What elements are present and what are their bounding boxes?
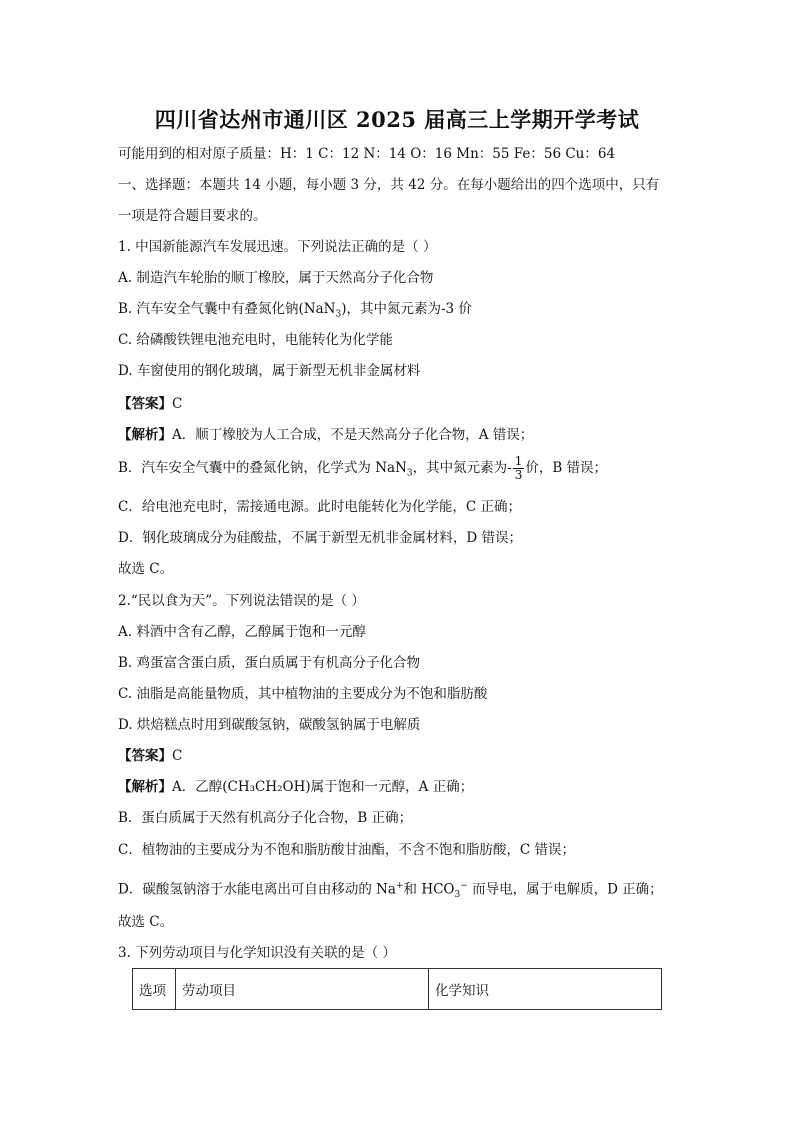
q2-analysis-tag: 【解析】 xyxy=(118,779,172,795)
q1-option-b-sub: 3 xyxy=(335,309,342,320)
section-instructions-line1: 一、选择题：本题共 14 小题，每小题 3 分，共 42 分。在每小题给出的四个选项中，只有 xyxy=(118,177,660,193)
q1-analysis-b xyxy=(118,455,607,484)
q2-analysis-a xyxy=(118,777,473,797)
q2-option-d: D. 烘焙糕点时用到碳酸氢钠，碳酸氢钠属于电解质 xyxy=(118,717,421,733)
q1-stem: 1. 中国新能源汽车发展迅速。下列说法正确的是（ ） xyxy=(118,239,437,255)
q1-option-c: C. 给磷酸铁锂电池充电时，电能转化为化学能 xyxy=(118,332,393,348)
q1-option-b xyxy=(118,299,472,325)
q2-analysis-a-text: A．乙醇(CH₃CH₂OH)属于饱和一元醇，A 正确； xyxy=(172,779,474,795)
q2-analysis-d-and: 和 HCO xyxy=(403,881,455,898)
table-header-cell: 化学知识 xyxy=(429,969,662,1010)
q1-analysis-b-mid: ，其中氮元素为- xyxy=(412,460,512,476)
q3-table xyxy=(132,968,662,1010)
table-header-cell: 选项 xyxy=(133,969,176,1010)
fraction-numerator: 1 xyxy=(514,454,523,468)
q1-option-a: A. 制造汽车轮胎的顺丁橡胶，属于天然高分子化合物 xyxy=(118,270,434,286)
q1-analysis-b-post: 价，B 错误； xyxy=(525,460,608,476)
q1-option-b-pre: B. 汽车安全气囊中有叠氮化钠(NaN xyxy=(118,301,336,317)
q1-analysis-c: C．给电池充电时，需接通电源。此时电能转化为化学能，C 正确； xyxy=(118,499,521,515)
page-title: 四川省达州市通川区 2025 届高三上学期开学考试 xyxy=(154,107,640,132)
q2-analysis-d-post: 而导电，属于电解质，D 正确； xyxy=(467,881,663,898)
q1-analysis-b-pre: B．汽车安全气囊中的叠氮化钠，化学式为 NaN xyxy=(118,460,407,476)
q1-answer-tag: 【答案】 xyxy=(118,396,172,412)
q2-option-c: C. 油脂是高能量物质，其中植物油的主要成分为不饱和脂肪酸 xyxy=(118,686,488,702)
q1-answer-value: C xyxy=(172,396,183,412)
q2-analysis-c: C．植物油的主要成分为不饱和脂肪酸甘油酯，不含不饱和脂肪酸，C 错误； xyxy=(118,842,575,858)
q2-stem: 2.“民以食为天”。下列说法错误的是（ ） xyxy=(118,593,365,609)
q1-analysis-d: D．钢化玻璃成分为硅酸盐，不属于新型无机非金属材料，D 错误； xyxy=(118,530,522,546)
q2-option-b: B. 鸡蛋富含蛋白质，蛋白质属于有机高分子化合物 xyxy=(118,655,421,671)
q1-analysis-a-text: A．顺丁橡胶为人工合成，不是天然高分子化合物，A 错误； xyxy=(172,427,534,443)
q3-stem: 3. 下列劳动项目与化学知识没有关联的是（ ） xyxy=(118,945,396,961)
table-row xyxy=(133,969,662,1010)
q2-analysis-b: B．蛋白质属于天然有机高分子化合物，B 正确； xyxy=(118,810,413,826)
fraction xyxy=(513,455,525,482)
section-instructions-line2: 一项是符合题目要求的。 xyxy=(118,208,267,224)
q1-conclusion: 故选 C。 xyxy=(118,561,174,577)
q2-analysis-d-pre: D．碳酸氢钠溶于水能电离出可自由移动的 Na xyxy=(118,881,396,898)
q1-analysis-tag: 【解析】 xyxy=(118,427,172,443)
q1-option-b-post: )，其中氮元素为-3 价 xyxy=(341,301,472,317)
q2-analysis-d-sub: 3 xyxy=(454,890,461,901)
q2-analysis-d xyxy=(118,876,663,905)
q2-conclusion: 故选 C。 xyxy=(118,914,174,930)
q2-answer-tag: 【答案】 xyxy=(118,748,172,764)
q1-analysis-a xyxy=(118,425,533,445)
q1-answer xyxy=(118,394,182,414)
q2-option-a: A. 料酒中含有乙醇，乙醇属于饱和一元醇 xyxy=(118,624,366,640)
q2-answer xyxy=(118,746,182,766)
q1-analysis-b-sub: 3 xyxy=(406,468,413,479)
fraction-denominator: 3 xyxy=(514,468,523,482)
table-header-cell: 劳动项目 xyxy=(176,969,429,1010)
atomic-masses-note: 可能用到的相对原子质量：H：1 C：12 N：14 O：16 Mn：55 Fe：56 Cu：64 xyxy=(118,146,616,162)
q1-option-d: D. 车窗使用的钢化玻璃，属于新型无机非金属材料 xyxy=(118,363,421,379)
q2-analysis-d-sup2: − xyxy=(460,881,468,891)
q2-analysis-d-sup: + xyxy=(395,881,404,891)
q2-answer-value: C xyxy=(172,748,183,764)
